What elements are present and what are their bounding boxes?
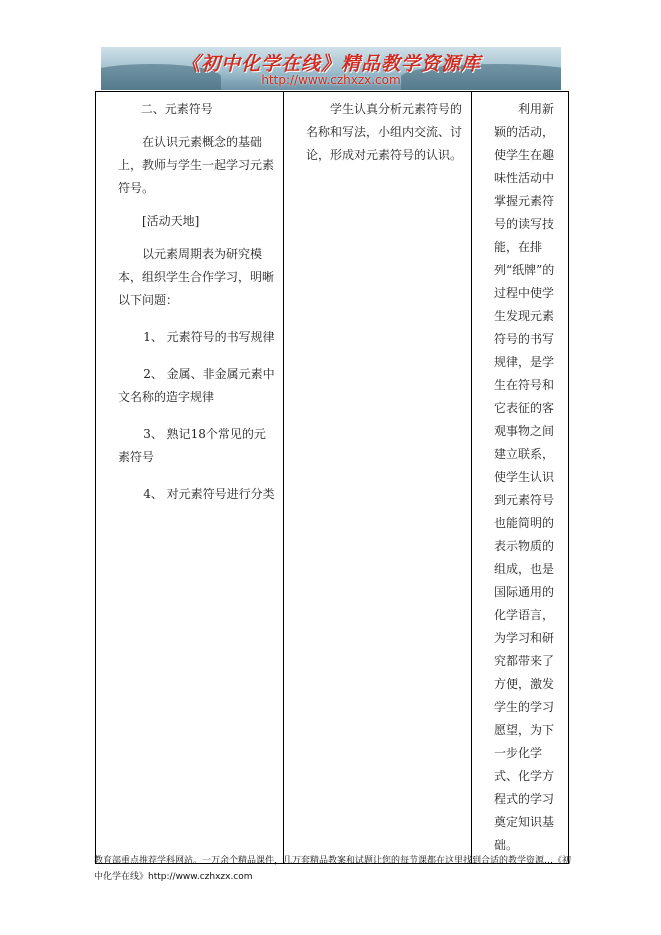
student-activity-cell: [284, 92, 472, 864]
footer-note: 教育部重点推荐学科网站。一万余个精品课件，几万套精品教案和试题让您的每节课都在这里找到合适的教学资源…《初中化学在线》http://www.czhxzx.com: [94, 856, 572, 882]
activity-label: [活动天地]: [142, 214, 200, 228]
intro-text: 在认识元素概念的基础上，教师与学生一起学习元素符号。: [118, 135, 275, 195]
lesson-table: [95, 91, 569, 864]
banner-url[interactable]: http://www.czhxzx.com: [261, 73, 401, 87]
activity-description: 以元素周期表为研究模本，组织学生合作学习，明晰以下问题：: [118, 247, 275, 307]
table-row: [96, 92, 569, 864]
list-item: 3、 熟记18个常见的元素符号: [118, 427, 266, 464]
banner-title: 《初中化学在线》精品教学资源库: [180, 53, 481, 75]
header-banner: [101, 47, 561, 90]
design-intent-cell: [472, 92, 569, 864]
list-item: 4、 对元素符号进行分类: [143, 487, 275, 501]
list-item: 2、 金属、非金属元素中文名称的造字规律: [118, 367, 275, 404]
student-activity-text: 学生认真分析元素符号的名称和写法，小组内交流、讨论，形成对元素符号的认识。: [306, 102, 463, 162]
section-heading: 二、元素符号: [140, 102, 213, 116]
teacher-activity-cell: [96, 92, 284, 864]
list-item: 1、 元素符号的书写规律: [143, 330, 275, 344]
design-intent-text: 利用新颖的活动，使学生在趣味性活动中掌握元素符号的读写技能，在排列“纸牌”的过程中使学生发现元素符号的书写规律，是学生在符号和它表征的客观事物之间建立联系，使学生认识到元素符号也能简明的表示物质的组成，也是国际通用的化学语言，为学习和研究都带来了方便，激发学生的学习愿望，为下一步化学式、化学方程式的学习奠定知识基础。: [494, 102, 555, 852]
